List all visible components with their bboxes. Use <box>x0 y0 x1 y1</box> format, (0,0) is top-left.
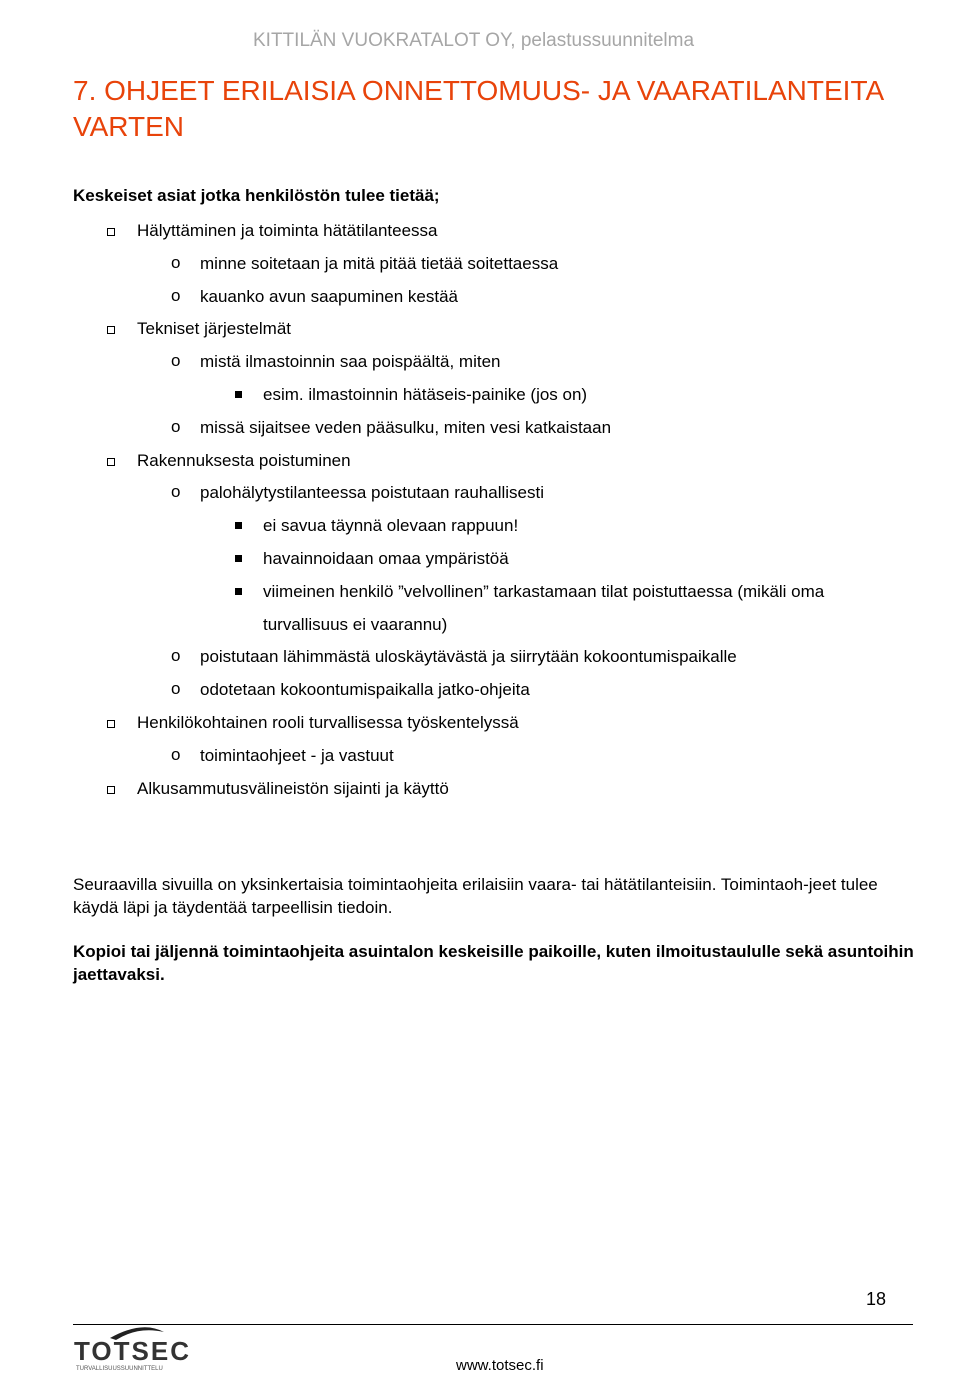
circle-bullet-icon: o <box>171 417 181 436</box>
document-header: KITTILÄN VUOKRATALOT OY, pelastussuunnitelma <box>253 30 695 51</box>
checkbox-bullet-icon <box>107 786 115 794</box>
list-item: mistä ilmastoinnin saa poispäältä, miten <box>200 352 501 371</box>
list-item: havainnoidaan omaa ympäristöä <box>263 549 509 568</box>
svg-text:TOTSEC: TOTSEC <box>74 1336 191 1366</box>
checkbox-bullet-icon <box>107 326 115 334</box>
circle-bullet-icon: o <box>171 679 181 698</box>
square-bullet-icon <box>235 522 242 529</box>
list-item: palohälytystilanteessa poistutaan rauhallisesti <box>200 483 544 502</box>
section-title: 7. OHJEET ERILAISIA ONNETTOMUUS- JA VAARATILANTEITA VARTEN <box>73 75 883 142</box>
circle-bullet-icon: o <box>171 745 181 764</box>
totsec-logo <box>72 1326 237 1377</box>
paragraph-copy-note: Kopioi tai jäljennä toimintaohjeita asuintalon keskeisille paikoille, kuten ilmoitustaululle sekä asuntoihin jaettavaksi. <box>73 942 914 984</box>
checkbox-bullet-icon <box>107 458 115 466</box>
paragraph-instructions: Seuraavilla sivuilla on yksinkertaisia toimintaohjeita erilaisiin vaara- tai hätätilanteisiin. Toimintaoh-jeet tulee käydä läpi ja täydentää tarpeellisin tiedoin. <box>73 875 878 917</box>
list-item: Rakennuksesta poistuminen <box>137 451 351 470</box>
circle-bullet-icon: o <box>171 253 181 272</box>
list-item: viimeinen henkilö ”velvollinen” tarkastamaan tilat poistuttaessa (mikäli oma <box>263 582 825 601</box>
footer-divider <box>73 1324 913 1325</box>
footer-url[interactable]: www.totsec.fi <box>456 1357 544 1374</box>
list-item: esim. ilmastoinnin hätäseis-painike (jos on) <box>263 385 588 404</box>
checkbox-bullet-icon <box>107 228 115 236</box>
circle-bullet-icon: o <box>171 351 181 370</box>
list-item: poistutaan lähimmästä uloskäytävästä ja siirrytään kokoontumispaikalle <box>200 647 737 666</box>
list-item: minne soitetaan ja mitä pitää tietää soitettaessa <box>200 254 559 273</box>
list-item: odotetaan kokoontumispaikalla jatko-ohjeita <box>200 680 530 699</box>
list-item: kauanko avun saapuminen kestää <box>200 287 459 306</box>
square-bullet-icon <box>235 588 242 595</box>
list-item: toimintaohjeet - ja vastuut <box>200 746 394 765</box>
list-item: missä sijaitsee veden pääsulku, miten vesi katkaistaan <box>200 418 612 437</box>
intro-heading: Keskeiset asiat jotka henkilöstön tulee tietää; <box>73 186 440 205</box>
checkbox-bullet-icon <box>107 720 115 728</box>
list-item: Henkilökohtainen rooli turvallisessa työskentelyssä <box>137 713 519 732</box>
circle-bullet-icon: o <box>171 646 181 665</box>
list-item: Tekniset järjestelmät <box>137 319 292 338</box>
list-item: Hälyttäminen ja toiminta hätätilanteessa <box>137 221 438 240</box>
list-item: ei savua täynnä olevaan rappuun! <box>263 516 519 535</box>
square-bullet-icon <box>235 555 242 562</box>
square-bullet-icon <box>235 391 242 398</box>
list-item: Alkusammutusvälineistön sijainti ja käyttö <box>137 779 449 798</box>
circle-bullet-icon: o <box>171 482 181 501</box>
circle-bullet-icon: o <box>171 286 181 305</box>
page-number: 18 <box>866 1289 887 1309</box>
svg-text:TURVALLISUUSSUUNNITTELU: TURVALLISUUSSUUNNITTELU <box>76 1366 163 1372</box>
list-item: turvallisuus ei vaarannu) <box>263 615 448 634</box>
